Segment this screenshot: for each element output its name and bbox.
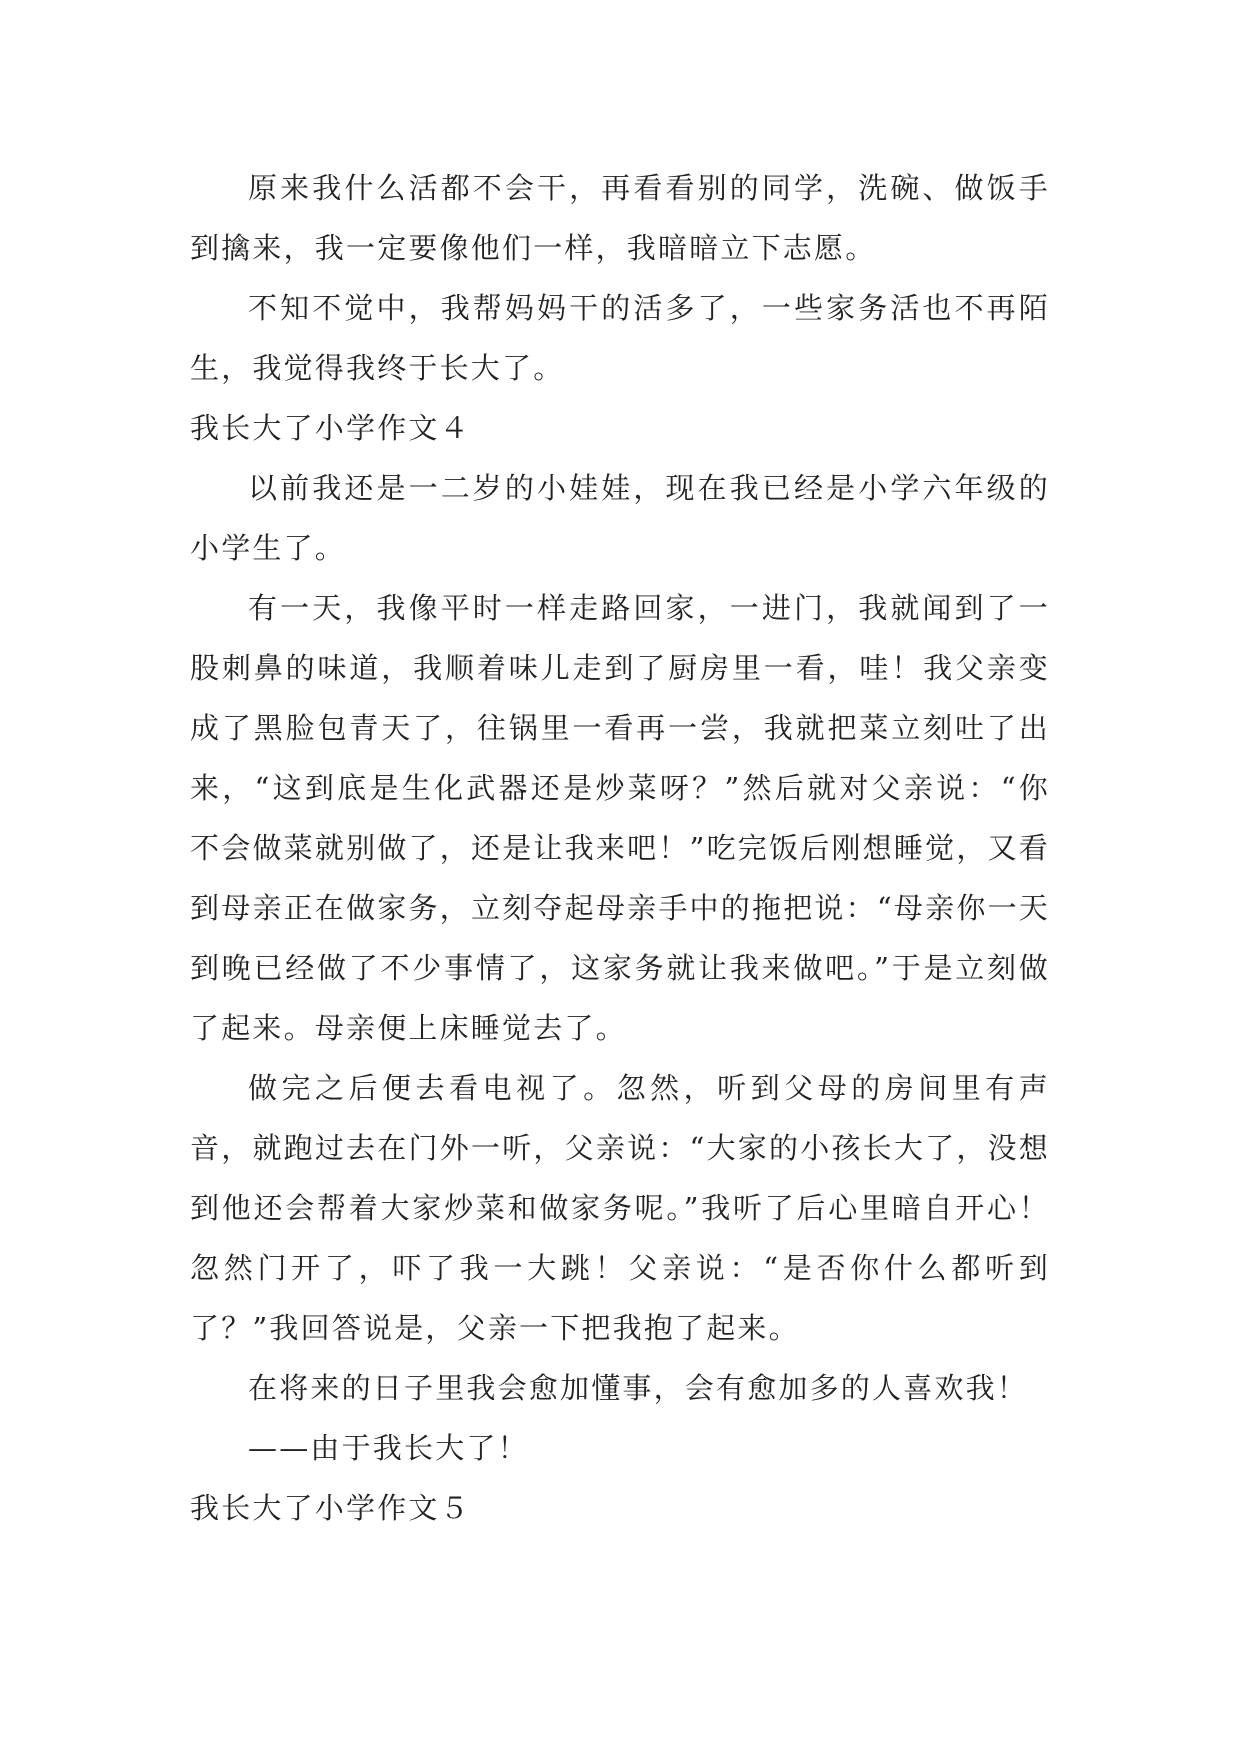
essay-body bbox=[190, 158, 1050, 1538]
paragraph: 有一天，我像平时一样走路回家，一进门，我就闻到了一股刺鼻的味道，我顺着味儿走到了厨房里一看，哇！我父亲变成了黑脸包青天了，往锅里一看再一尝，我就把菜立刻吐了出来，“这到底是生化武器还是炒菜呀？”然后就对父亲说：“你不会做菜就别做了，还是让我来吧！”吃完饭后刚想睡觉，又看到母亲正在做家务，立刻夺起母亲手中的拖把说：“母亲你一天到晚已经做了不少事情了，这家务就让我来做吧。”于是立刻做了起来。母亲便上床睡觉去了。 bbox=[190, 591, 1050, 1045]
paragraph: 做完之后便去看电视了。忽然，听到父母的房间里有声音，就跑过去在门外一听，父亲说：“大家的小孩长大了，没想到他还会帮着大家炒菜和做家务呢。”我听了后心里暗自开心！忽然门开了，吓了我一大跳！父亲说：“是否你什么都听到了？”我回答说是，父亲一下把我抱了起来。 bbox=[190, 1071, 1050, 1345]
paragraph: 在将来的日子里我会愈加懂事，会有愈加多的人喜欢我！ bbox=[248, 1371, 1029, 1405]
paragraph: 原来我什么活都不会干，再看看别的同学，洗碗、做饭手到擒来，我一定要像他们一样，我暗暗立下志愿。 bbox=[190, 171, 1050, 265]
essay-title: 我长大了小学作文５ bbox=[190, 1491, 471, 1525]
paragraph: 不知不觉中，我帮妈妈干的活多了，一些家务活也不再陌生，我觉得我终于长大了。 bbox=[190, 291, 1050, 385]
paragraph: 以前我还是一二岁的小娃娃，现在我已经是小学六年级的小学生了。 bbox=[190, 471, 1050, 565]
essay-title: 我长大了小学作文４ bbox=[190, 411, 471, 445]
closing-line: ——由于我长大了！ bbox=[248, 1431, 529, 1465]
